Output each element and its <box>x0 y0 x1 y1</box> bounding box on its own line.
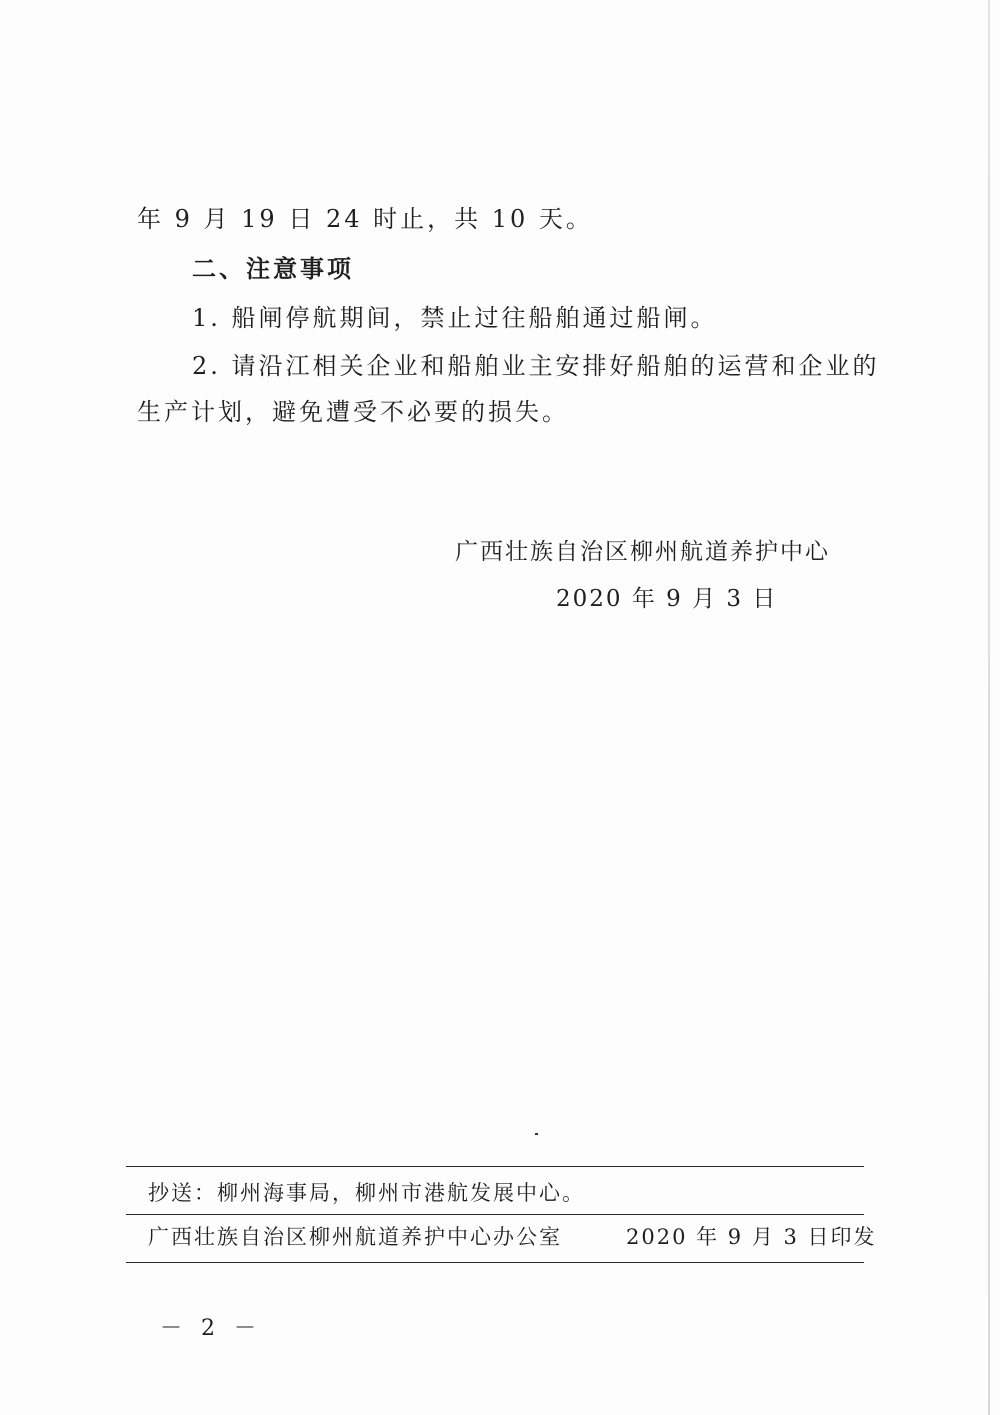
signature-organization: 广西壮族自治区柳州航道养护中心 <box>455 539 830 565</box>
footer-rule-bottom <box>126 1262 864 1263</box>
section-heading: 二、注意事项 <box>192 255 354 283</box>
scan-speck <box>535 1133 538 1135</box>
cc-recipients: 抄送：柳州海事局，柳州市港航发展中心。 <box>148 1181 585 1205</box>
notice-item-1: 1. 船闸停航期间，禁止过往船舶通过船闸。 <box>192 304 718 332</box>
issue-date: 2020 年 9 月 3 日印发 <box>626 1225 877 1249</box>
footer-rule-middle <box>126 1214 864 1215</box>
notice-item-2-line-2: 生产计划，避免遭受不必要的损失。 <box>137 398 569 426</box>
notice-item-2-line-1: 2. 请沿江相关企业和船舶业主安排好船舶的运营和企业的 <box>192 352 880 380</box>
issuing-office: 广西壮族自治区柳州航道养护中心办公室 <box>148 1225 562 1249</box>
signature-date: 2020 年 9 月 3 日 <box>556 586 778 612</box>
footer-rule-top <box>126 1166 864 1167</box>
page-number: － 2 － <box>160 1316 262 1341</box>
body-line-continuation: 年 9 月 19 日 24 时止，共 10 天。 <box>137 205 593 233</box>
scan-edge-shadow <box>988 0 990 1415</box>
